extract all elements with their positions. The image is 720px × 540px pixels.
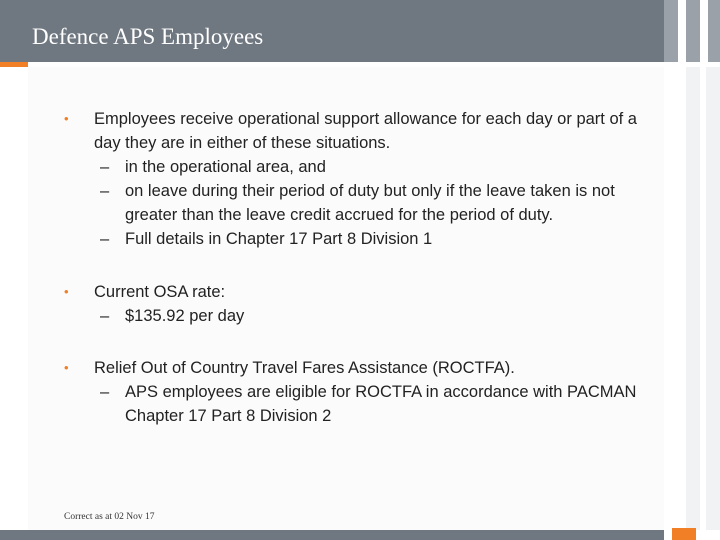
sub-item-text: in the operational area, and <box>125 158 326 176</box>
sub-item-text: on leave during their period of duty but only if the leave taken is not greater than the leave credit accrued for the period of duty. <box>125 182 615 224</box>
side-stripe <box>686 67 700 530</box>
dash-icon: – <box>100 182 110 200</box>
bullet-dot-icon: • <box>64 360 69 375</box>
bullet-text: Employees receive operational support allowance for each day or part of a day they are in either of these situations. <box>94 110 637 152</box>
header-stripe <box>664 0 678 62</box>
bullet-text: Relief Out of Country Travel Fares Assistance (ROCTFA). <box>94 359 515 377</box>
bottom-accent-block <box>672 528 696 540</box>
bullet-dot-icon: • <box>64 111 69 126</box>
title-bar <box>0 0 664 62</box>
dash-icon: – <box>100 158 110 176</box>
bottom-bar <box>0 530 664 540</box>
header-stripe <box>686 0 700 62</box>
sub-item-text: Full details in Chapter 17 Part 8 Division 1 <box>125 230 433 248</box>
header-stripe <box>708 0 720 62</box>
side-stripe <box>706 67 720 530</box>
sub-item-text: $135.92 per day <box>125 307 245 325</box>
dash-icon: – <box>100 383 110 401</box>
footer-date-note: Correct as at 02 Nov 17 <box>64 512 155 522</box>
header-accent-bar <box>0 62 28 67</box>
bullet-text: Current OSA rate: <box>94 283 226 301</box>
slide-title: Defence APS Employees <box>32 24 264 49</box>
sub-item-text: APS employees are eligible for ROCTFA in accordance with PACMAN Chapter 17 Part 8 Division 2 <box>125 383 637 425</box>
bullet-dot-icon: • <box>64 284 69 299</box>
dash-icon: – <box>100 230 110 248</box>
dash-icon: – <box>100 307 110 325</box>
